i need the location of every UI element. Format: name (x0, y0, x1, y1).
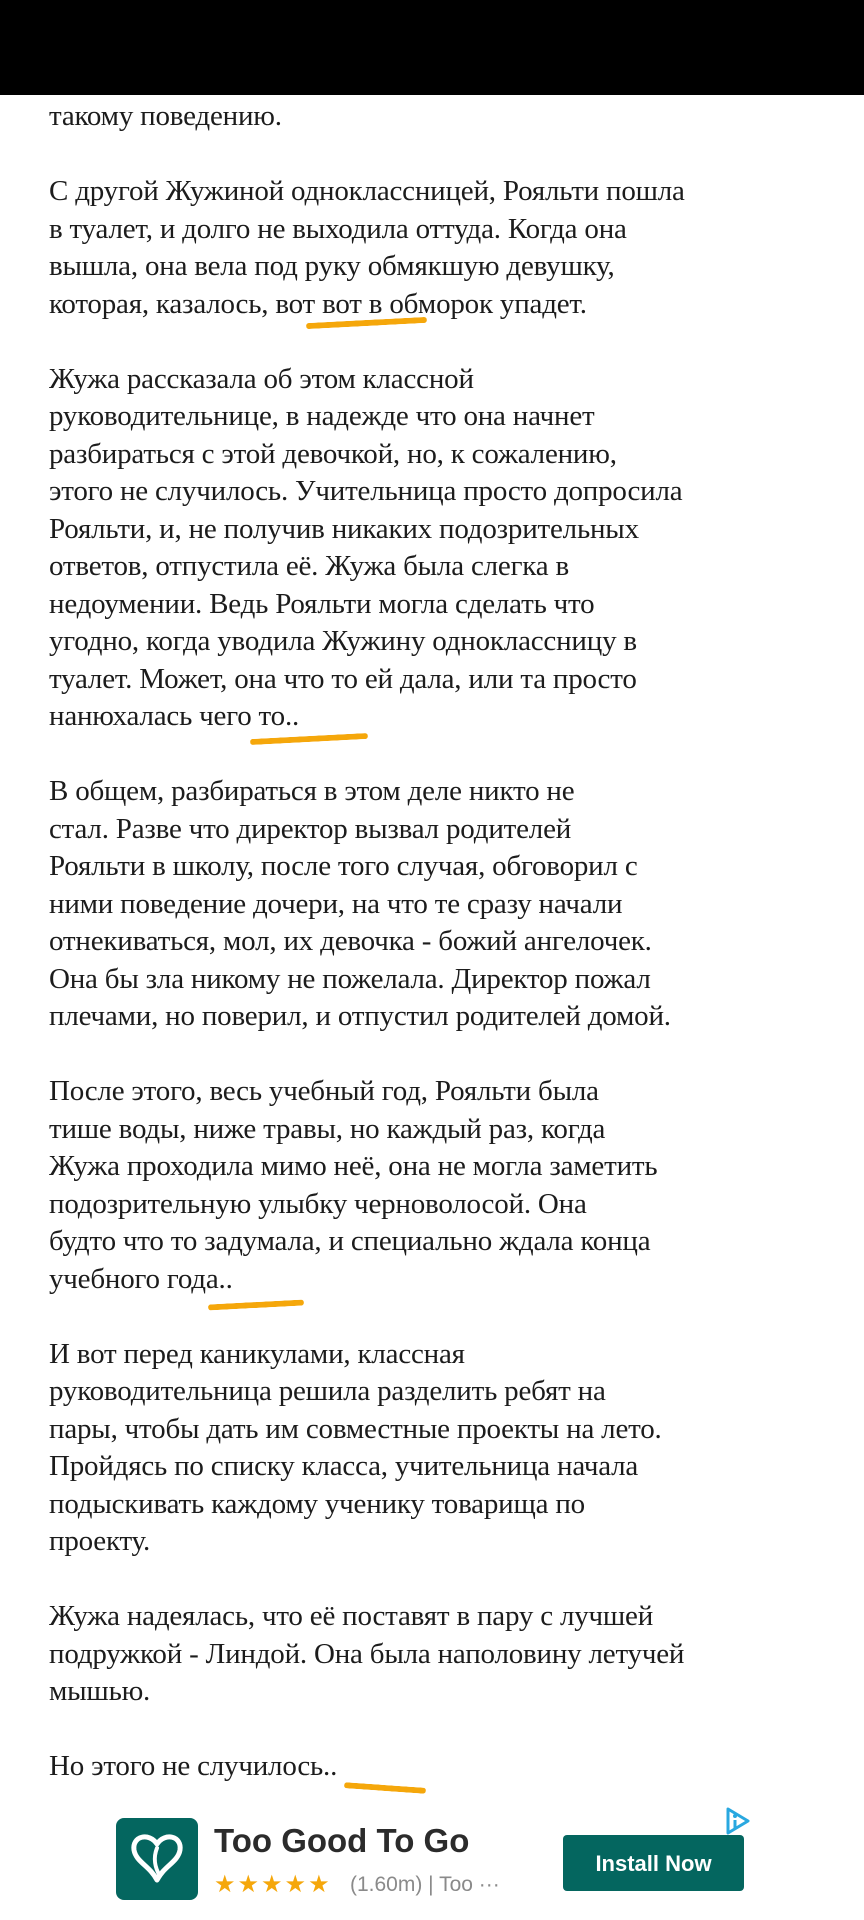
text-line: недоумении. Ведь Рояльти могла сделать что (49, 587, 595, 620)
ad-star-rating: ★★★★★ (214, 1871, 332, 1898)
text-line: И вот перед каникулами, классная (49, 1337, 465, 1370)
ad-rating-count: (1.60m) | Too ··· (350, 1873, 500, 1896)
text-line: Рояльти в школу, после того случая, обговорил с (49, 850, 638, 882)
text-line: будто что то задумала, и специально ждала конца (49, 1225, 651, 1257)
text-line: С другой Жужиной одноклассницей, Рояльти пошла (49, 175, 685, 207)
paragraph-gap (49, 1298, 839, 1336)
text-line: в туалет, и долго не выходила оттуда. Когда она (49, 212, 627, 245)
paragraph-gap (49, 1036, 839, 1074)
text-line: Жужа надеялась, что её поставят в пару с лучшей (49, 1600, 654, 1632)
text-line: Пройдясь по списку класса, учительница начала (49, 1450, 639, 1482)
text-line: мышью. (49, 1675, 151, 1707)
text-line: ними поведение дочери, на что те сразу начали (49, 887, 623, 920)
text-line: После этого, весь учебный год, Рояльти была (49, 1075, 599, 1107)
text-line: пары, чтобы дать им совместные проекты на лето. (49, 1412, 662, 1445)
too-good-to-go-logo-icon[interactable] (116, 1818, 198, 1900)
paragraph-gap (49, 1711, 839, 1749)
text-line: подружкой - Линдой. Она была наполовину летучей (49, 1637, 685, 1670)
paragraph-gap (49, 136, 839, 174)
text-line: этого не случилось. Учительница просто допросила (49, 475, 683, 507)
text-line: проекту. (49, 1525, 150, 1557)
ad-banner[interactable] (0, 1800, 864, 1920)
paragraph-gap (49, 323, 839, 361)
text-line: тише воды, ниже травы, но каждый раз, когда (49, 1112, 606, 1145)
text-line: туалет. Может, она что то ей дала, или та просто (49, 662, 637, 695)
paragraph-gap (49, 1561, 839, 1599)
text-line: Жужа рассказала об этом классной (49, 362, 474, 395)
install-now-button[interactable]: Install Now (563, 1835, 744, 1891)
text-line: руководительница решила разделить ребят на (49, 1375, 606, 1407)
text-line: разбираться с этой девочкой, но, к сожалению, (49, 437, 617, 470)
text-line: Жужа проходила мимо неё, она не могла заметить (49, 1150, 658, 1182)
text-line: стал. Разве что директор вызвал родителей (49, 812, 572, 845)
text-line: которая, казалось, вот вот в обморок упадет. (49, 287, 587, 320)
text-line: Она бы зла никому не пожелала. Директор пожал (49, 962, 651, 995)
text-line: учебного года.. (49, 1262, 233, 1295)
paragraph-gap (49, 736, 839, 774)
text-line: вышла, она вела под руку обмякшую девушку, (49, 250, 615, 282)
text-line: угодно, когда уводила Жужину одноклассницу в (49, 625, 637, 657)
text-line: Но этого не случилось.. (49, 1750, 338, 1782)
text-line: нанюхалась чего то.. (49, 700, 300, 732)
text-line: отнекиваться, мол, их девочка - божий ангелочек. (49, 925, 652, 957)
text-line: такому поведению. (49, 100, 282, 132)
story-text (49, 98, 839, 1786)
adchoices-icon[interactable] (722, 1806, 752, 1836)
top-bar (0, 0, 864, 95)
text-line: плечами, но поверил, и отпустил родителей домой. (49, 1000, 671, 1032)
text-line: ответов, отпустила её. Жужа была слегка в (49, 550, 569, 582)
ad-app-name[interactable]: Too Good To Go (214, 1822, 470, 1859)
text-line: подозрительную улыбку черноволосой. Она (49, 1187, 587, 1220)
text-line: подыскивать каждому ученику товарища по (49, 1487, 585, 1520)
text-line: руководительнице, в надежде что она начнет (49, 400, 595, 432)
text-line: В общем, разбираться в этом деле никто не (49, 775, 575, 807)
text-line: Рояльти, и, не получив никаких подозрительных (49, 512, 639, 545)
